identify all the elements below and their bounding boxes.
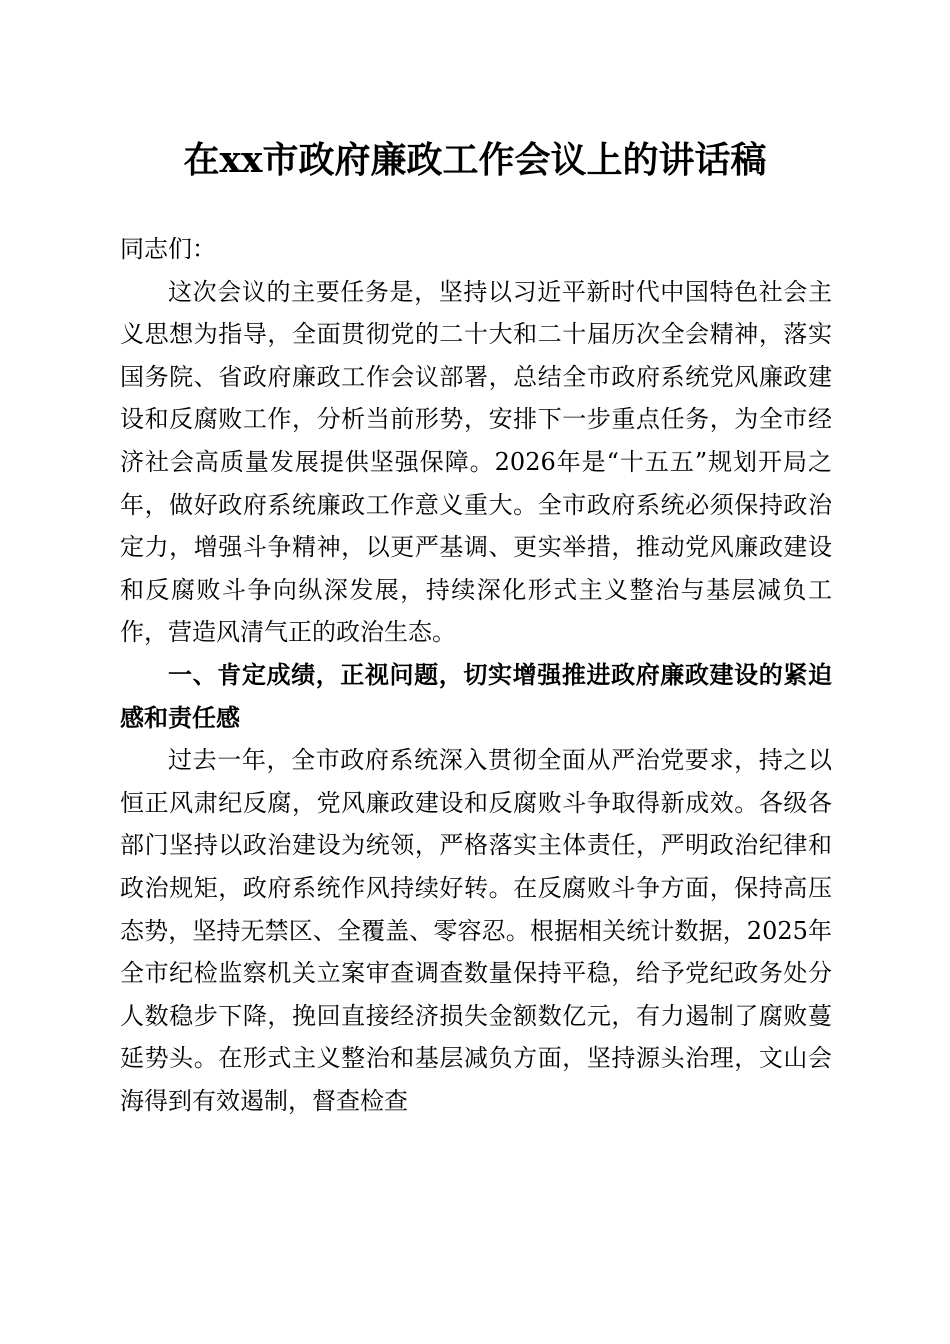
section-heading: 一、肯定成绩，正视问题，切实增强推进政府廉政建设的紧迫感和责任感: [120, 660, 832, 732]
salutation: 同志们：: [120, 235, 216, 263]
document-body: [120, 228, 832, 1122]
section-paragraph: 过去一年，全市政府系统深入贯彻全面从严治党要求，持之以恒正风肃纪反腐，党风廉政建设和反腐败斗争取得新成效。各级各部门坚持以政治建设为统领，严格落实主体责任，严明政治纪律和政治规矩，政府系统作风持续好转。在反腐败斗争方面，保持高压态势，坚持无禁区、全覆盖、零容忍。根据相关统计数据，2025年全市纪检监察机关立案审查调查数量保持平稳，给予党纪政务处分人数稳步下降，挽回直接经济损失金额数亿元，有力遏制了腐败蔓延势头。在形式主义整治和基层减负方面，坚持源头治理，文山会海得到有效遏制，督查检查: [120, 746, 832, 1115]
intro-paragraph: 这次会议的主要任务是，坚持以习近平新时代中国特色社会主义思想为指导，全面贯彻党的二十大和二十届历次全会精神，落实国务院、省政府廉政工作会议部署，总结全市政府系统党风廉政建设和反腐败工作，分析当前形势，安排下一步重点任务，为全市经济社会高质量发展提供坚强保障。2026年是“十五五”规划开局之年，做好政府系统廉政工作意义重大。全市政府系统必须保持政治定力，增强斗争精神，以更严基调、更实举措，推动党风廉政建设和反腐败斗争向纵深发展，持续深化形式主义整治与基层减负工作，营造风清气正的政治生态。: [120, 277, 832, 647]
document-title: 在xx市政府廉政工作会议上的讲话稿: [183, 139, 767, 181]
